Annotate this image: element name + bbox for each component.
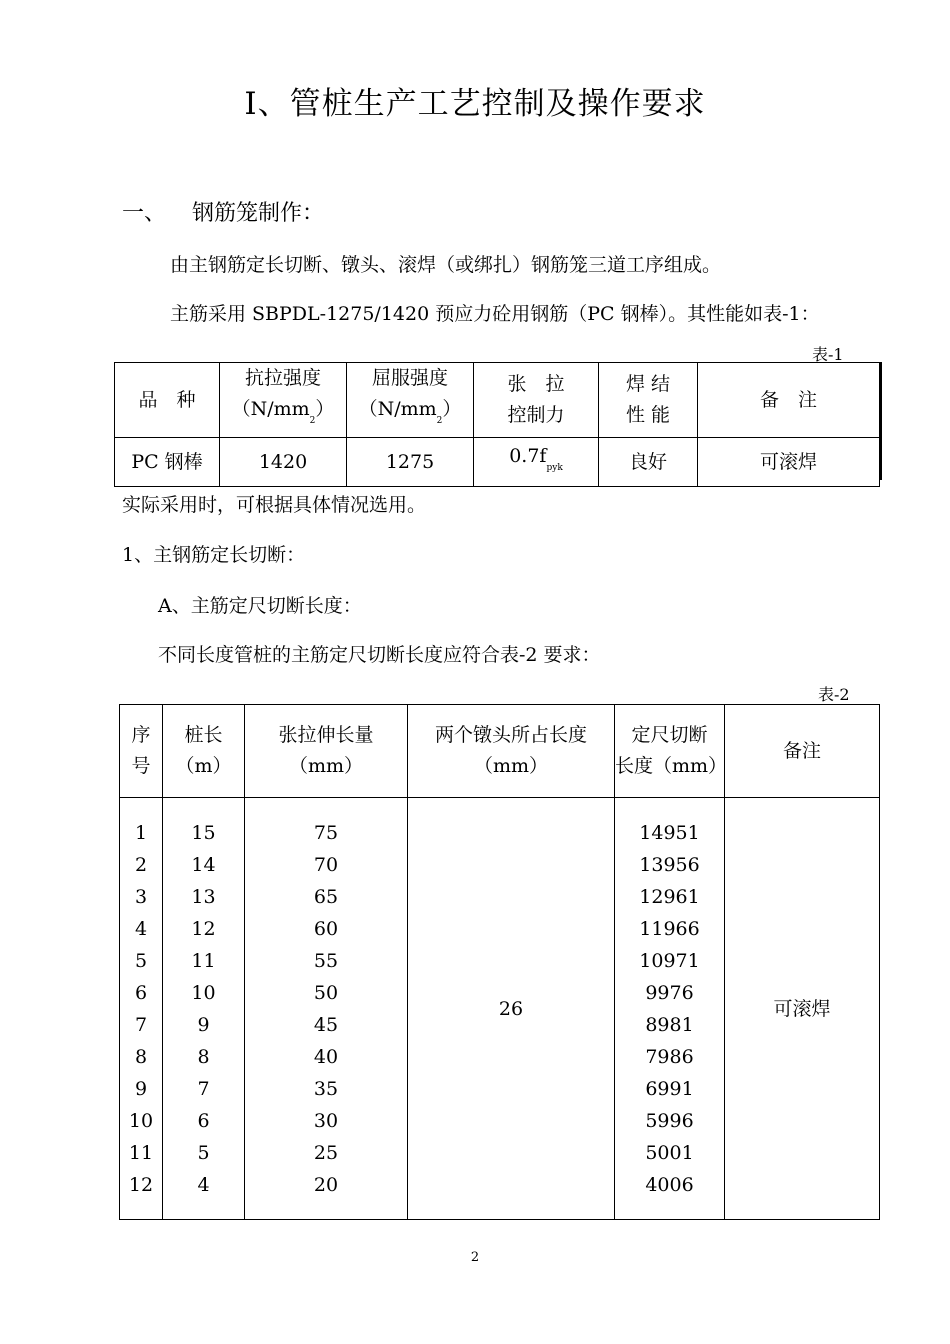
t2-col-seq: 1 2 3 4 5 6 7 8 9 10 11 12 [120, 798, 163, 1220]
t2-col-cut-length: 14951 13956 12961 11966 10971 9976 8981 7986 6991 5996 5001 4006 [615, 798, 725, 1220]
t1-cell-yield: 1275 [347, 438, 474, 487]
paragraph-requirement: 不同长度管桩的主筋定尺切断长度应符合表-2 要求： [158, 644, 601, 666]
t2-col-length: 15 14 13 12 11 10 9 8 7 6 5 4 [163, 798, 245, 1220]
section-heading [122, 196, 324, 227]
t2-header-cut-length: 定尺切断 长度（mm） [615, 705, 725, 798]
table1-caption: 表-1 [812, 345, 844, 364]
t1-cell-variety: PC 钢棒 [115, 438, 220, 487]
t2-header-remark: 备注 [725, 705, 880, 798]
section-number: 一、 [122, 201, 167, 226]
t2-cell-remark: 可滚焊 [725, 798, 880, 1220]
t1-cell-tension: $0.7f_{pyk}$ [474, 438, 599, 487]
t1-header-tension: 张 拉 控制力 [474, 363, 599, 438]
paragraph-cut-length: A、主筋定尺切断长度： [158, 595, 362, 617]
paragraph-material: 主筋采用 SBPDL-1275/1420 预应力砼用钢筋（PC 钢棒）。其性能如表-1： [170, 303, 820, 325]
t2-col-extension: 75 70 65 60 55 50 45 40 35 30 25 20 [245, 798, 408, 1220]
t1-cell-weld: 良好 [599, 438, 698, 487]
t1-header-yield: 屈服强度 $(N/mm_2)$ [347, 363, 474, 438]
t2-header-seq: 序 号 [120, 705, 163, 798]
t2-header-head-length: 两个镦头所占长度 （mm） [408, 705, 615, 798]
section-text: 钢筋笼制作： [192, 201, 325, 226]
page-number: 2 [470, 1250, 480, 1265]
t1-header-tensile: 抗拉强度 $(N/mm_2)$ [220, 363, 347, 438]
t1-header-remark: 备 注 [698, 363, 880, 438]
paragraph-selection: 实际采用时，可根据具体情况选用。 [122, 494, 427, 516]
table2-cut-lengths [119, 704, 880, 1220]
page-title: I、管桩生产工艺控制及操作要求 [244, 86, 706, 122]
table1-right-border [880, 362, 882, 480]
paragraph-process: 由主钢筋定长切断、镦头、滚焊（或绑扎）钢筋笼三道工序组成。 [170, 254, 722, 276]
t1-cell-remark: 可滚焊 [698, 438, 880, 487]
t2-cell-head-length: 26 [408, 798, 615, 1220]
t2-header-extension: 张拉伸长量 （mm） [245, 705, 408, 798]
t1-header-weld: 焊 结 性 能 [599, 363, 698, 438]
table1-properties [114, 362, 880, 487]
t1-header-variety: 品 种 [115, 363, 220, 438]
t2-header-length: 桩长 （m） [163, 705, 245, 798]
table2-caption: 表-2 [818, 685, 850, 704]
t1-cell-tensile: 1420 [220, 438, 347, 487]
paragraph-cutting: 1、主钢筋定长切断： [122, 544, 306, 566]
